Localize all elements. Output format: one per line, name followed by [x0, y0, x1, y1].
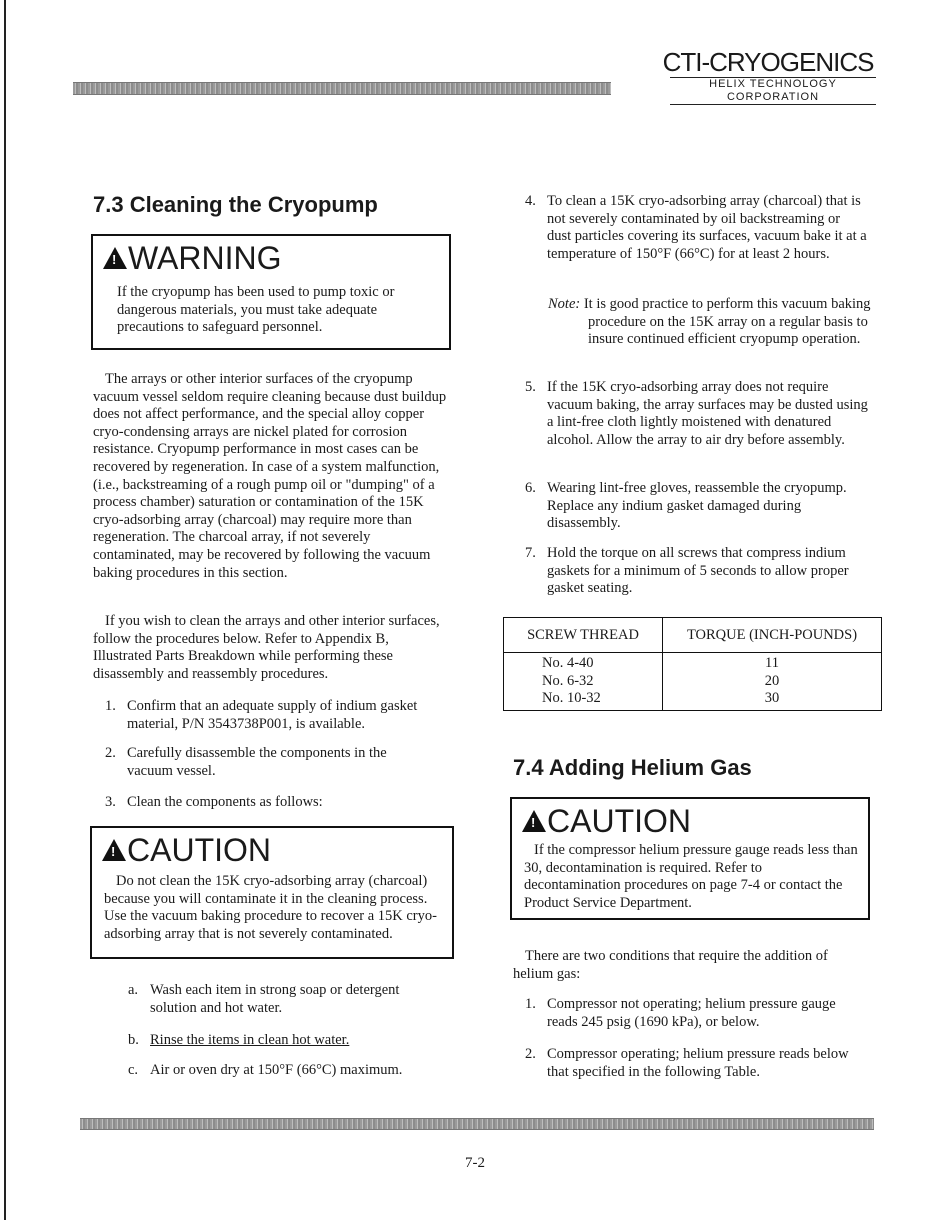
- warning-text: If the cryopump has been used to pump toxic or dangerous materials, you must take adequate precautions to safeguard personnel.: [117, 284, 395, 335]
- caution-heading: [102, 832, 442, 868]
- caution-text: Do not clean the 15K cryo-adsorbing array (charcoal) because you will contaminate it in the cleaning process. Use the vacuum baking procedure to recover a 15K cryo-adsorbing array that is not severely contaminated.: [104, 873, 437, 942]
- warning-icon: [522, 810, 546, 832]
- table-header-row: [504, 618, 882, 653]
- brand-logo: [660, 47, 876, 105]
- caution-heading: [522, 803, 858, 839]
- table-header: TORQUE (INCH-POUNDS): [663, 618, 882, 653]
- page-number: 7-2: [465, 1155, 485, 1171]
- brand-subtitle: HELIX TECHNOLOGY CORPORATION: [670, 77, 876, 105]
- warning-box: [91, 234, 451, 350]
- footer-bar: [80, 1118, 874, 1130]
- page-edge-line: [4, 0, 6, 1220]
- warning-heading: [103, 240, 439, 276]
- list-item: 4. To clean a 15K cryo-adsorbing array (charcoal) that is not severely contaminated by oil backstreaming or dust particles covering its surfaces, vacuum bake it at a temperature of 150°F (66°C) for at least 2 hours.: [525, 193, 867, 262]
- note: [548, 296, 888, 349]
- list-item: 3. Clean the components as follows:: [105, 794, 323, 810]
- list-item: 5. If the 15K cryo-adsorbing array does not require vacuum baking, the array surfaces may be dusted using a lint-free cloth lightly moistened with denatured alcohol. Allow the array to air dry before assembly.: [525, 379, 868, 448]
- torque-table: [503, 617, 882, 711]
- list-item: 1. Confirm that an adequate supply of indium gasket material, P/N 3543738P001, is available.: [105, 698, 418, 732]
- list-item: 6. Wearing lint-free gloves, reassemble the cryopump. Replace any indium gasket damaged during disassembly.: [525, 480, 847, 532]
- caution-box: [90, 826, 454, 959]
- list-item: b. Rinse the items in clean hot water.: [128, 1032, 350, 1048]
- note-label: Note:: [548, 296, 581, 312]
- note-text: It is good practice to perform this vacuum baking procedure on the 15K array on a regular basis to insure continued efficient cryopump operation.: [583, 296, 871, 348]
- header-bar: [73, 82, 611, 95]
- list-item: a. Wash each item in strong soap or detergent solution and hot water.: [128, 982, 400, 1016]
- table-header: SCREW THREAD: [504, 618, 663, 653]
- brand-name: CTI-CRYOGENICS: [662, 47, 874, 77]
- warning-icon: [102, 839, 126, 861]
- section-title-7-3: 7.3 Cleaning the Cryopump: [93, 192, 378, 217]
- table-cell: 11 20 30: [663, 653, 882, 711]
- list-item: 1. Compressor not operating; helium pressure gauge reads 245 psig (1690 kPa), or below.: [525, 996, 836, 1030]
- warning-label: WARNING: [128, 240, 282, 276]
- caution-box: [510, 797, 870, 920]
- list-item: c. Air or oven dry at 150°F (66°C) maximum.: [128, 1062, 403, 1078]
- list-item: 2. Compressor operating; helium pressure reads below that specified in the following Table.: [525, 1046, 849, 1080]
- caution-label: CAUTION: [547, 803, 691, 839]
- warning-icon: [103, 247, 127, 269]
- caution-label: CAUTION: [127, 832, 271, 868]
- list-item: 7. Hold the torque on all screws that compress indium gaskets for a minimum of 5 seconds to allow proper gasket seating.: [525, 545, 849, 597]
- table-cell: No. 4-40 No. 6-32 No. 10-32: [504, 653, 663, 711]
- list-item: 2. Carefully disassemble the components in the vacuum vessel.: [105, 745, 387, 779]
- section-title-7-4: 7.4 Adding Helium Gas: [513, 755, 752, 780]
- table-row: [504, 653, 882, 711]
- helium-intro: There are two conditions that require the addition of helium gas:: [513, 948, 828, 982]
- procedure-paragraph: If you wish to clean the arrays and other interior surfaces, follow the procedures below. Refer to Appendix B, Illustrated Parts Breakdown while performing these disassembly and reassembly procedures.: [93, 613, 440, 682]
- intro-paragraph: The arrays or other interior surfaces of the cryopump vacuum vessel seldom require cleaning because dust buildup does not affect performance, and the special alloy copper cryo-condensing arrays are nickel plated for corrosion resistance. Cryopump performance in most cases can be recovered by regeneration. In case of a system malfunction, (i.e., backstreaming of a rough pump oil or "dumping" of a process chamber) saturation or contamination of the 15K cryo-adsorbing array (charcoal) may require more than regeneration. The charcoal array, if not severely contaminated, may be recovered by following the vacuum baking procedures in this section.: [93, 371, 447, 581]
- caution-text: If the compressor helium pressure gauge reads less than 30, decontamination is required. Refer to decontamination procedures on page 7-4 or contact the Product Service Department.: [524, 842, 858, 911]
